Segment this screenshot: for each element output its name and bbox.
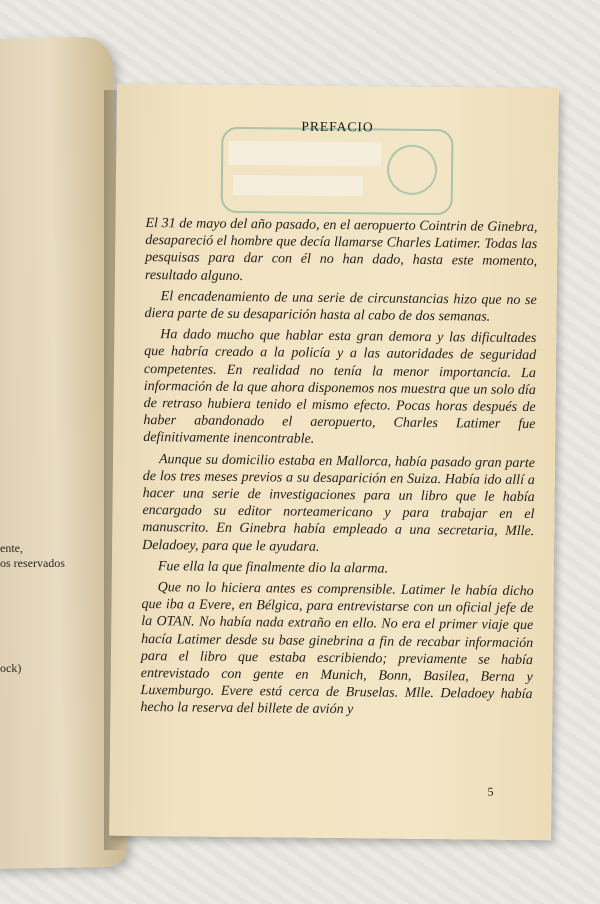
paragraph: Que no lo hiciera antes es comprensible. Latimer le había dicho que iba a Evere, en Bélgica, para entrevistarse con un oficial jefe de la OTAN. No había nada extraño en ello. No era el primer viaje que hacía Latimer desde su base ginebrina a fin de recabar información para el libro que estaba escribiendo; previamente se había entrevistado con gente en Munich, Bonn, Basilea, Berna y Luxemburgo. Evere está cerca de Bruselas. Mlle. Deladoey había hecho la reserva del billete de avión y (140, 580, 534, 718)
paragraph: El 31 de mayo del año pasado, en el aeropuerto Cointrin de Ginebra, desapareció el hombre que decía llamarse Charles Latimer. Todas las pesquisas para dar con él no han dado, hasta este momento, resultado alguno. (144, 216, 538, 284)
stamp-redaction (233, 175, 363, 196)
page-body (140, 215, 537, 721)
right-page (109, 84, 559, 841)
library-stamp (221, 127, 454, 215)
paragraph: Aunque su domicilio estaba en Mallorca, había pasado gran parte de los tres meses previos a su desaparición en Suiza. Había ido allí a hacer una serie de investigaciones para un libro que le había encargado su editor norteamericano y para trabajar en el manuscrito. En Ginebra había empleado a una secretaria, Mlle. Deladoey, para que le ayudara. (142, 451, 536, 555)
left-page-line: os reservados (0, 556, 65, 570)
left-page-line: ente, (0, 541, 23, 555)
chapter-heading: PREFACIO (301, 118, 374, 135)
left-page-line: ock) (0, 661, 22, 675)
stamp-seal-icon (380, 138, 444, 202)
stamp-redaction (228, 141, 381, 167)
paragraph: Ha dado mucho que hablar esta gran demora y las dificultades que habría creado a la policía y a las autoridades de seguridad competentes. En realidad no tenía la menor importancia. La información de la que ahora disponemos nos muestra que un solo día de retraso hubiera tenido el mismo efecto. Pocas horas después de haber abandonado el aeropuerto, Charles Latimer fue definitivamente inencontrable. (143, 327, 537, 448)
paragraph: El encadenamiento de una serie de circunstancias hizo que no se diera parte de su desaparición hasta al cabo de dos semanas. (144, 288, 537, 325)
paragraph: Fue ella la que finalmente dio la alarma. (157, 559, 389, 577)
page-number: 5 (487, 784, 494, 799)
